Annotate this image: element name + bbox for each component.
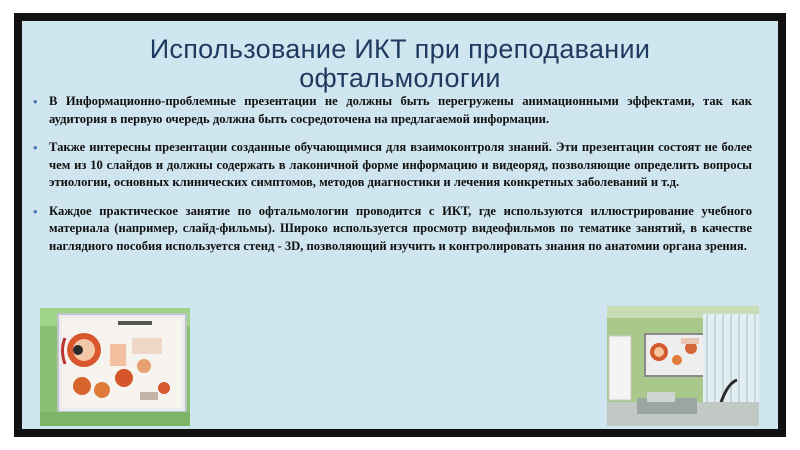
- paragraph-text: В Информационно-проблемные презентации не должны быть перегружены анимационными эффектами, так как аудитория в первую очередь должна быть сосредоточена на предлагаемой информации.: [49, 94, 752, 126]
- classroom-stand-photo: [607, 306, 759, 426]
- bullet-icon: •: [33, 94, 38, 109]
- eye-anatomy-poster-photo: [40, 308, 190, 426]
- bullet-list: [32, 93, 752, 266]
- paragraph-text: Каждое практическое занятие по офтальмологии проводится с ИКТ, где используются иллюстрирование учебного материала (например, слайд-фильмы). Широко используется просмотр видеофильмов по тематике занятий, в качестве наглядного пособия используется стенд - 3D, позволяющий изучить и контролировать знания по анатомии органа зрения.: [49, 203, 752, 253]
- bullet-icon: •: [33, 203, 38, 219]
- bullet-paragraph-1: [32, 93, 752, 128]
- bullet-paragraph-2: [32, 139, 752, 192]
- slide-title-line2: офтальмологии: [299, 63, 501, 93]
- bullet-icon: •: [33, 140, 38, 155]
- slide-title-line1: Использование ИКТ при преподавании: [149, 34, 651, 64]
- paragraph-text: Также интересны презентации созданные обучающимися для взаимоконтроля знаний. Эти презентации состоят не более чем из 10 слайдов и должны содержать в лаконичной форме информацию и видеоряд, позволяющие определить вопросы этиологии, основных клинических симптомов, методов диагностики и лечения конкретных заболеваний и т.д.: [49, 140, 752, 189]
- slide: [22, 21, 778, 429]
- bullet-paragraph-3: [32, 203, 752, 256]
- eye-anatomy-poster-image: [40, 308, 190, 426]
- slide-title: [22, 35, 778, 93]
- classroom-stand-image: [607, 306, 759, 426]
